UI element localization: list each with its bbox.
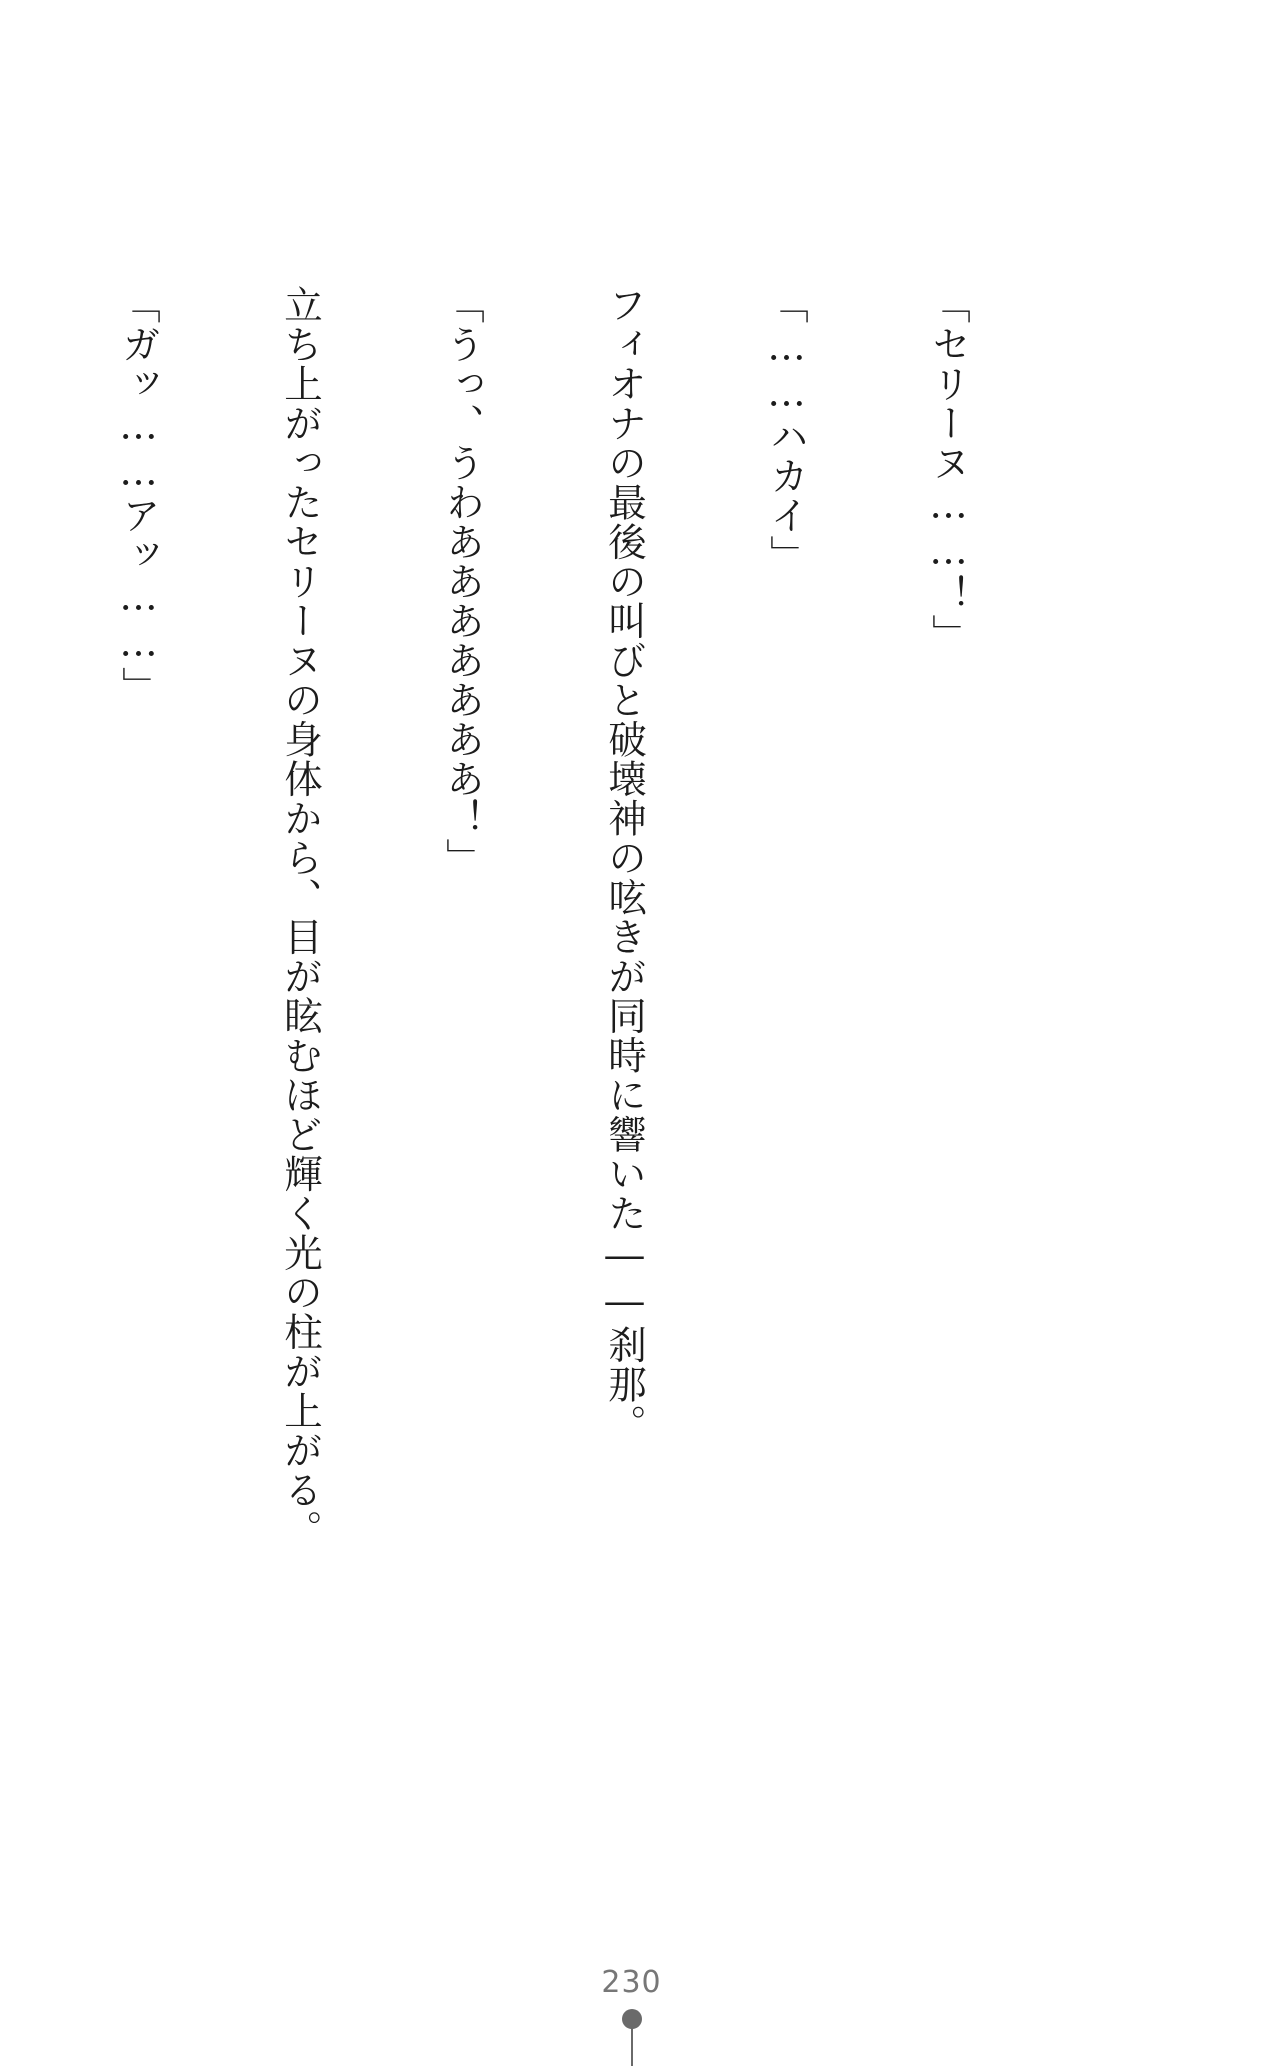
text-line xyxy=(0,285,3,1735)
page-marker-line xyxy=(631,2026,633,2066)
text-line: 「ガッ……アッ……」 xyxy=(116,285,161,706)
text-line: フィオナの最後の叫びと破壊神の呟きが同時に響いた――刹那。 xyxy=(602,285,647,1444)
page-number: 230 xyxy=(601,1965,662,2000)
vertical-text-body xyxy=(0,285,1083,1735)
text-line: 「うっ、うわあああああああ！」 xyxy=(440,285,485,878)
text-line: 立ち上がったセリーヌの身体から、目が眩むほど輝く光の柱が上がる。 xyxy=(278,285,323,1549)
text-line: 「……ハカイ」 xyxy=(764,285,809,575)
text-line: 「セリーヌ……！」 xyxy=(926,285,971,654)
